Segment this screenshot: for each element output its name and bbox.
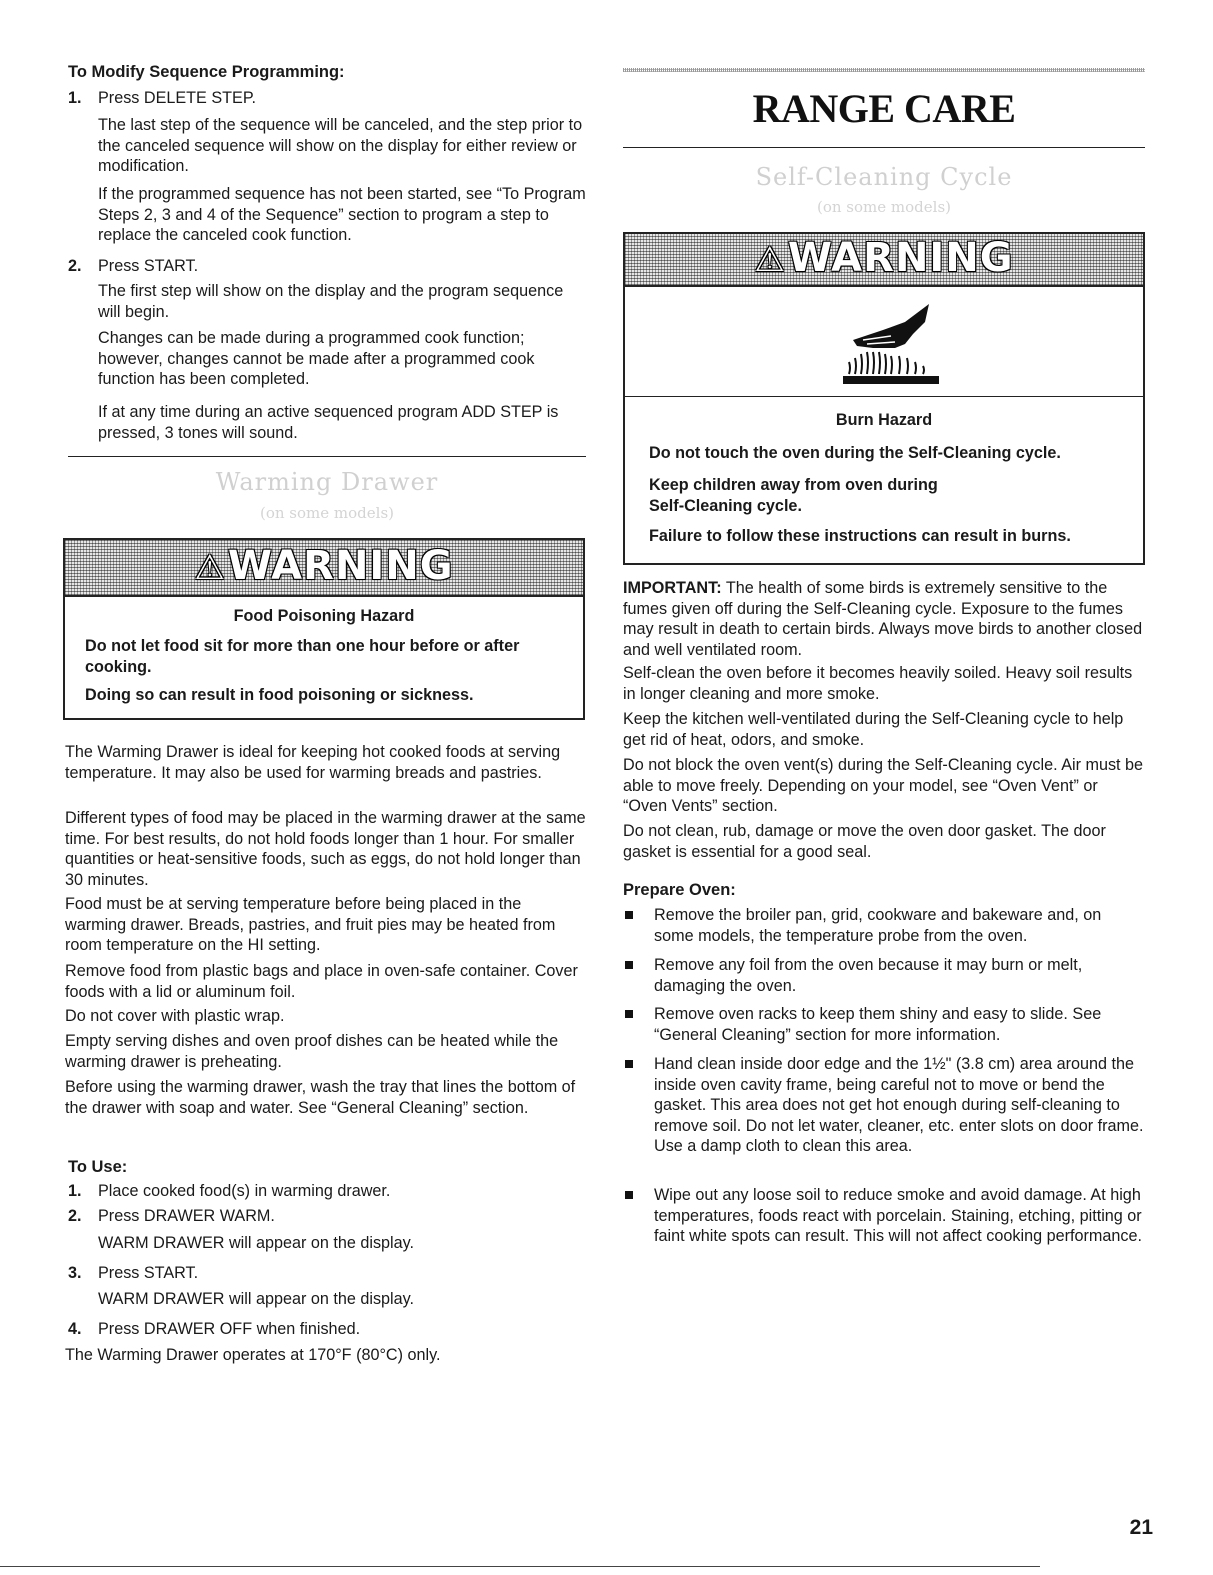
step-text: Press DRAWER OFF when finished. bbox=[98, 1320, 361, 1338]
page-number: 21 bbox=[1129, 1516, 1153, 1539]
body-paragraph: Do not clean, rub, damage or move the oven door gasket. The door gasket is essential for a good seal. bbox=[623, 822, 1106, 861]
warning-band bbox=[65, 540, 583, 597]
bullet-text: Hand clean inside door edge and the 1½" (3.8 cm) area around the inside oven cavity frame, being careful not to move or bend the gasket. This area does not get hot enough during self-cleaning to remove soil. Do not let water, cleaner, etc. enter slots on door frame. Use a damp cloth to clean this area. bbox=[654, 1055, 1144, 1155]
warning-label bbox=[625, 235, 1143, 281]
warning-label bbox=[65, 543, 583, 589]
modify-paragraph: If at any time during an active sequenced program ADD STEP is pressed, 3 tones will sound. bbox=[98, 403, 559, 442]
bullet-text: Wipe out any loose soil to reduce smoke and avoid damage. At high temperatures, foods react with porcelain. Staining, etching, pitting or faint white spots can result. This will not affect cooking performance. bbox=[654, 1186, 1142, 1245]
warning-band bbox=[625, 234, 1143, 287]
title-rule bbox=[623, 147, 1145, 148]
section-subtitle: (on some models) bbox=[817, 198, 951, 216]
use-heading: To Use: bbox=[68, 1158, 128, 1176]
warning-box bbox=[623, 232, 1145, 565]
warning-label-text: WARNING bbox=[227, 543, 454, 589]
step-number: 2. bbox=[68, 257, 82, 275]
bullet-icon bbox=[625, 1010, 633, 1018]
warning-line: Do not touch the oven during the Self-Cleaning cycle. bbox=[649, 444, 1061, 462]
step-number: 2. bbox=[68, 1207, 82, 1225]
step-number: 1. bbox=[68, 89, 82, 107]
body-paragraph: Self-clean the oven before it becomes heavily soiled. Heavy soil results in longer cleaning and more smoke. bbox=[623, 664, 1133, 703]
warning-line: Doing so can result in food poisoning or sickness. bbox=[85, 686, 474, 704]
footer-rule bbox=[0, 1566, 1040, 1567]
prepare-heading: Prepare Oven: bbox=[623, 881, 736, 899]
body-paragraph: The Warming Drawer is ideal for keeping hot cooked foods at serving temperature. It may also be used for warming breads and pastries. bbox=[65, 743, 561, 782]
bullet-icon bbox=[625, 961, 633, 969]
bullet-icon bbox=[625, 911, 633, 919]
step-number: 3. bbox=[68, 1264, 82, 1282]
top-dotted-rule bbox=[623, 68, 1145, 72]
important-paragraph bbox=[623, 578, 1145, 660]
page-title: RANGE CARE bbox=[752, 86, 1016, 131]
use-note: WARM DRAWER will appear on the display. bbox=[98, 1234, 415, 1252]
use-footer: The Warming Drawer operates at 170°F (80°C) only. bbox=[65, 1346, 441, 1364]
section-subtitle: (on some models) bbox=[260, 504, 394, 522]
modify-paragraph: The first step will show on the display and the program sequence will begin. bbox=[98, 282, 564, 321]
body-paragraph: Do not block the oven vent(s) during the Self-Cleaning cycle. Air must be able to move freely. Depending on your model, see “Oven Vent” or “Oven Vents” section. bbox=[623, 756, 1144, 815]
step-text: Press START. bbox=[98, 1264, 199, 1282]
hazard-title: Food Poisoning Hazard bbox=[233, 607, 415, 625]
burn-hand-icon bbox=[843, 300, 939, 388]
bullet-text: Remove the broiler pan, grid, cookware and bakeware and, on some models, the temperature probe from the oven. bbox=[654, 906, 1102, 945]
warning-triangle-icon: ⚠ bbox=[754, 240, 786, 280]
important-label: IMPORTANT: bbox=[623, 579, 722, 597]
step-text: Press DELETE STEP. bbox=[98, 89, 257, 107]
modify-heading: To Modify Sequence Programming: bbox=[68, 63, 345, 81]
modify-paragraph: If the programmed sequence has not been started, see “To Program Steps 2, 3 and 4 of the Sequence” section to program a step to replace the canceled cook function. bbox=[98, 185, 586, 244]
step-text: Press START. bbox=[98, 257, 199, 275]
bullet-icon bbox=[625, 1060, 633, 1068]
bullet-text: Remove any foil from the oven because it may burn or melt, damaging the oven. bbox=[654, 956, 1083, 995]
body-paragraph: Keep the kitchen well-ventilated during the Self-Cleaning cycle to help get rid of heat, odors, and smoke. bbox=[623, 710, 1124, 749]
step-number: 1. bbox=[68, 1182, 82, 1200]
section-title: Self-Cleaning Cycle bbox=[755, 163, 1013, 191]
use-note: WARM DRAWER will appear on the display. bbox=[98, 1290, 415, 1308]
body-paragraph: Empty serving dishes and oven proof dishes can be heated while the warming drawer is preheating. bbox=[65, 1032, 559, 1071]
warning-line: Failure to follow these instructions can result in burns. bbox=[649, 527, 1071, 545]
warning-line: Do not let food sit for more than one hour before or after cooking. bbox=[85, 637, 520, 676]
modify-paragraph: The last step of the sequence will be canceled, and the step prior to the canceled sequence will show on the display for either review or modification. bbox=[98, 116, 583, 175]
section-title: Warming Drawer bbox=[215, 468, 439, 496]
step-text: Press DRAWER WARM. bbox=[98, 1207, 275, 1225]
warning-box bbox=[63, 538, 585, 720]
warning-inner-rule bbox=[625, 396, 1143, 397]
warning-triangle-icon: ⚠ bbox=[194, 548, 226, 588]
warning-label-text: WARNING bbox=[787, 235, 1014, 281]
hazard-title: Burn Hazard bbox=[835, 411, 933, 429]
right-column bbox=[623, 0, 1145, 1575]
modify-paragraph: Changes can be made during a programmed cook function; however, changes cannot be made after a programmed cook function has been completed. bbox=[98, 329, 535, 388]
important-text: The health of some birds is extremely sensitive to the fumes given off during the Self-Cleaning cycle. Exposure to the fumes may result in death to certain birds. Always move birds to another closed and well ventilated room. bbox=[623, 579, 1143, 659]
section-divider bbox=[68, 456, 586, 457]
body-paragraph: Do not cover with plastic wrap. bbox=[65, 1007, 285, 1025]
step-number: 4. bbox=[68, 1320, 82, 1338]
body-paragraph: Remove food from plastic bags and place in oven-safe container. Cover foods with a lid or aluminum foil. bbox=[65, 962, 578, 1001]
bullet-icon bbox=[625, 1191, 633, 1199]
body-paragraph: Different types of food may be placed in the warming drawer at the same time. For best results, do not hold foods longer than 1 hour. For smaller quantities or heat-sensitive foods, such as eggs, do not hold longer than 30 minutes. bbox=[65, 809, 586, 889]
body-paragraph: Food must be at serving temperature before being placed in the warming drawer. Breads, pastries, and fruit pies may be heated from room temperature on the HI setting. bbox=[65, 895, 556, 954]
body-paragraph: Before using the warming drawer, wash the tray that lines the bottom of the drawer with soap and water. See “General Cleaning” section. bbox=[65, 1078, 576, 1117]
warning-line: Keep children away from oven during Self-Cleaning cycle. bbox=[649, 476, 938, 515]
step-text: Place cooked food(s) in warming drawer. bbox=[98, 1182, 391, 1200]
bullet-text: Remove oven racks to keep them shiny and easy to slide. See “General Cleaning” section for more information. bbox=[654, 1005, 1102, 1044]
